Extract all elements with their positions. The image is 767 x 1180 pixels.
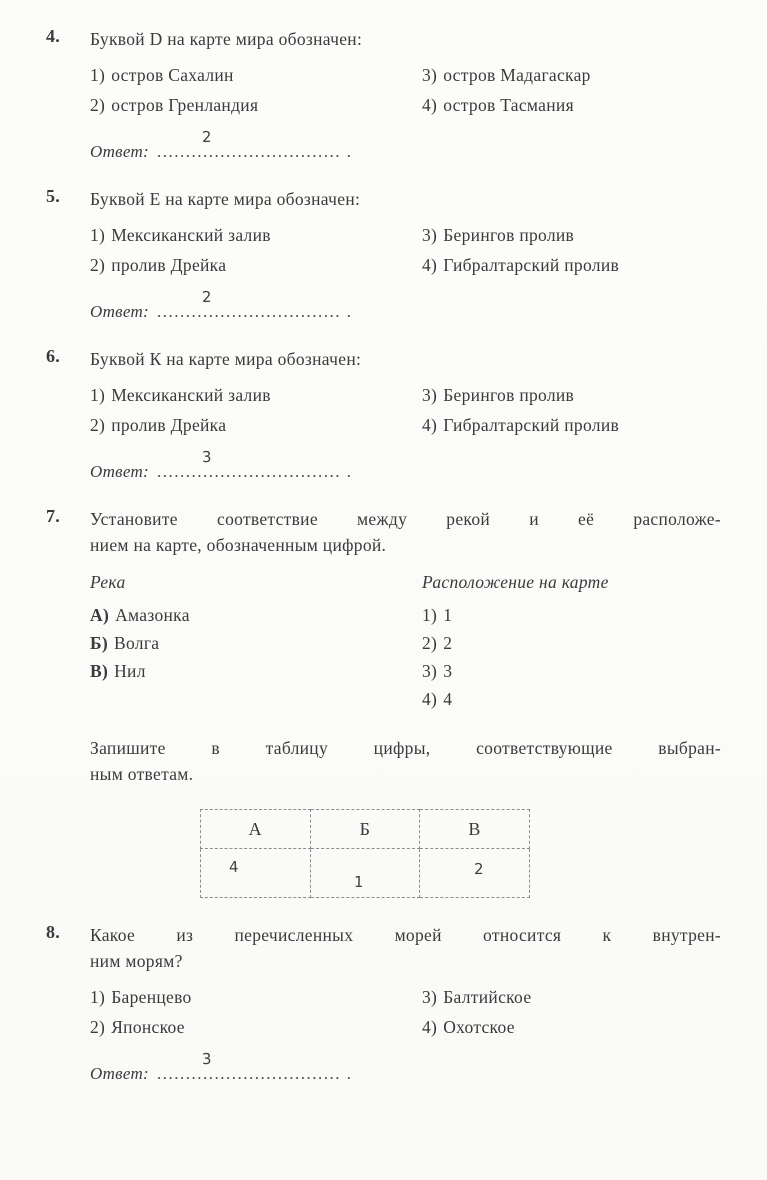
question-number: 5. (46, 186, 61, 206)
matching-location-3: 3) 3 (422, 661, 453, 681)
matching-right-header: Расположение на карте (422, 572, 609, 592)
answer-table-header-a: А (201, 810, 311, 849)
handwritten-answer: 2 (201, 127, 213, 147)
option-4: 4) Гибралтарский пролив (422, 255, 620, 275)
options-list (90, 225, 721, 276)
option-3: 3) Берингов пролив (422, 225, 575, 245)
question-4 (46, 26, 721, 162)
option-2: 2) остров Гренландия (90, 95, 259, 115)
handwritten-answer: 2 (201, 287, 213, 307)
question-text: Буквой D на карте мира обозначен: (90, 29, 363, 49)
handwritten-answer: 3 (201, 447, 213, 467)
answer-cell-b (310, 849, 420, 898)
option-3: 3) остров Мадагаскар (422, 65, 591, 85)
question-text: Какое из перечисленных морей относится к внутрен- ним морям? (90, 925, 721, 971)
option-1: 1) Мексиканский залив (90, 385, 271, 405)
options-list (90, 987, 721, 1038)
option-2: 2) Японское (90, 1017, 185, 1037)
answer-cell-a (201, 849, 311, 898)
options-list (90, 385, 721, 436)
question-number: 4. (46, 26, 61, 46)
matching-right-column (422, 572, 721, 713)
question-text: Буквой Е на карте мира обозначен: (90, 189, 361, 209)
question-7 (46, 506, 721, 898)
answer-table-answer-row (201, 849, 530, 898)
answer-table (200, 809, 530, 898)
answer-dotted-line: ................................ . (157, 462, 353, 481)
answer-label: Ответ: (90, 142, 149, 161)
matching-instruction: Запишите в таблицу цифры, соответствующие выбран- ным ответам. (90, 738, 721, 784)
answer-dotted-line: ................................ . (157, 1064, 353, 1083)
option-1: 1) Мексиканский залив (90, 225, 271, 245)
option-3: 3) Берингов пролив (422, 385, 575, 405)
question-number: 6. (46, 346, 61, 366)
option-4: 4) Охотское (422, 1017, 515, 1037)
question-text: Буквой К на карте мира обозначен: (90, 349, 362, 369)
option-2: 2) пролив Дрейка (90, 255, 227, 275)
answer-dotted-line: ................................ . (157, 302, 353, 321)
question-6 (46, 346, 721, 482)
handwritten-answer: 1 (354, 872, 364, 891)
answer-line (90, 447, 721, 482)
answer-label: Ответ: (90, 462, 149, 481)
matching-item-v: В) Нил (90, 661, 146, 681)
option-4: 4) остров Тасмания (422, 95, 574, 115)
matching-location-1: 1) 1 (422, 605, 453, 625)
answer-line (90, 127, 721, 162)
answer-label: Ответ: (90, 302, 149, 321)
matching-item-a: А) Амазонка (90, 605, 190, 625)
handwritten-answer: 2 (473, 859, 484, 878)
handwritten-answer: 4 (228, 857, 239, 876)
matching-left-header: Река (90, 572, 126, 592)
question-8 (46, 922, 721, 1084)
matching-left-column (90, 572, 422, 713)
matching-location-4: 4) 4 (422, 689, 453, 709)
option-4: 4) Гибралтарский пролив (422, 415, 620, 435)
option-2: 2) пролив Дрейка (90, 415, 227, 435)
matching-location-2: 2) 2 (422, 633, 453, 653)
question-number: 7. (46, 506, 61, 526)
question-number: 8. (46, 922, 61, 942)
question-text: Установите соответствие между рекой и её расположе- нием на карте, обозначенным цифрой. (90, 509, 721, 555)
matching-columns (90, 572, 721, 713)
option-1: 1) Баренцево (90, 987, 192, 1007)
option-3: 3) Балтийское (422, 987, 532, 1007)
answer-line (90, 1049, 721, 1084)
answer-dotted-line: ................................ . (157, 142, 353, 161)
answer-table-header-v: В (420, 810, 530, 849)
answer-cell-v (420, 849, 530, 898)
options-list (90, 65, 721, 116)
answer-label: Ответ: (90, 1064, 149, 1083)
answer-line (90, 287, 721, 322)
matching-item-b: Б) Волга (90, 633, 160, 653)
answer-table-header-row (201, 810, 530, 849)
question-5 (46, 186, 721, 322)
handwritten-answer: 3 (201, 1049, 213, 1069)
answer-table-header-b: Б (310, 810, 420, 849)
option-1: 1) остров Сахалин (90, 65, 234, 85)
